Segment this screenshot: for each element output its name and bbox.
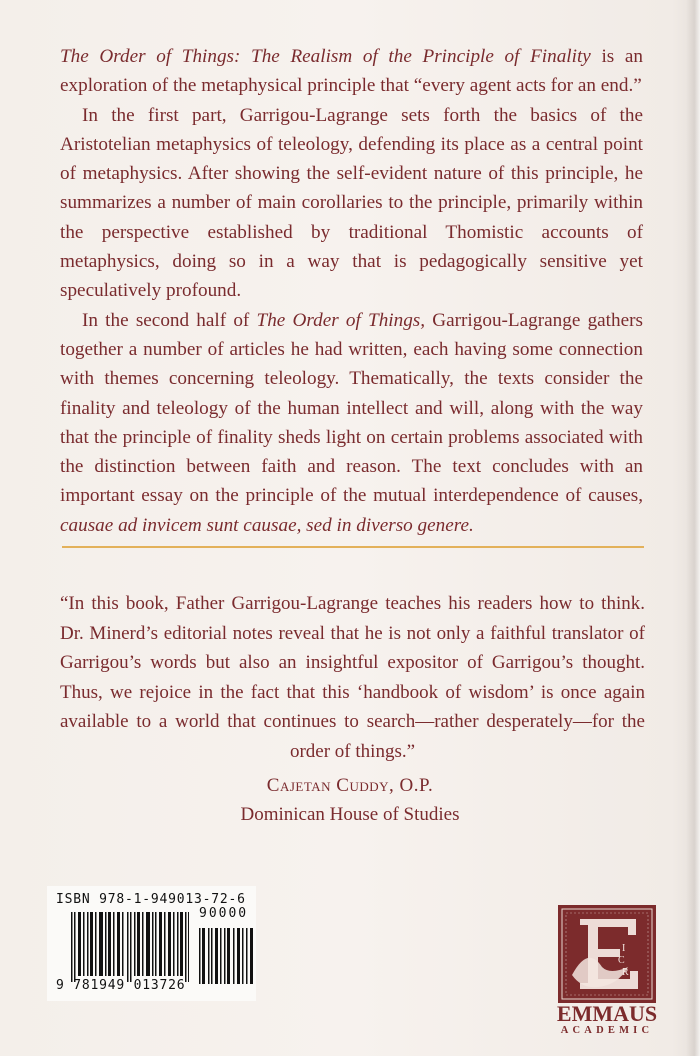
endorsement-quote [60, 589, 645, 767]
publisher-name: EMMAUS [556, 1001, 658, 1026]
description-paragraph-1 [60, 42, 643, 101]
svg-text:R: R [622, 967, 629, 978]
isbn-label: ISBN 978-1-949013-72-6 [56, 892, 246, 907]
gold-divider [62, 546, 644, 548]
latin-phrase: causae ad invicem sunt causae, sed in diverso genere. [60, 514, 474, 536]
description-paragraph-2: In the first part, Garrigou-Lagrange sets forth the basics of the Aristotelian metaphysics of teleology, defending its place as a central point of metaphysics. After showing the self-evident nature of this principle, he summarizes a number of main corollaries to the principle, primarily within the perspective established by traditional Thomistic accounts of metaphysics, doing so in a way that is pedagogically sensitive yet speculatively profound. [60, 104, 643, 302]
description-paragraph-1-text: is an exploration of the metaphysical principle that “every agent acts for an end.” [60, 46, 643, 97]
paragraph-3-start: In the second half of [82, 309, 257, 331]
ean13-bars [71, 912, 189, 982]
price-addon-bars [199, 928, 255, 984]
endorser-affiliation: Dominican House of Studies [240, 804, 460, 825]
book-description [60, 42, 643, 540]
paragraph-3-body: Garrigou-Lagrange gathers together a number of articles he had written, each having some connection with themes concerning teleology. Thematically, the texts consider the finality and teleology of the human intellect and will, along with the way that the principle of finality sheds light on certain problems associated with the distinction between faith and reason. The text concludes with an important essay on the principle of the mutual interdependence of causes, [60, 309, 643, 507]
svg-text:I: I [622, 943, 626, 954]
endorsement-quote-text: “In this book, Father Garrigou-Lagrange teaches his readers how to think. Dr. Minerd’s editorial notes reveal that he is not only a faithful translator of Garrigou’s words but also an insightful expositor of Garrigou’s thought. Thus, we rejoice in the fact that this ‘handbook of wisdom’ is once again available to a world that continues to search—rather desperately—for the order of things.” [60, 593, 645, 762]
isbn-barcode [47, 886, 256, 1001]
description-paragraph-3 [60, 306, 643, 540]
book-title-italic: The Order of Things: The Realism of the Principle of Finality [60, 46, 591, 67]
svg-text:C: C [618, 955, 625, 966]
cover-crease-shadow [686, 0, 700, 1056]
price-code: 90000 [199, 906, 249, 921]
book-title-italic-ref: The Order of Things, [256, 309, 426, 331]
endorser-name: Cajetan Cuddy, O.P. [266, 775, 434, 796]
publisher-subtitle: ACADEMIC [560, 1025, 654, 1036]
emmaus-logo-icon [558, 905, 656, 1003]
ean-digits: 9 781949 013726 [56, 978, 186, 993]
